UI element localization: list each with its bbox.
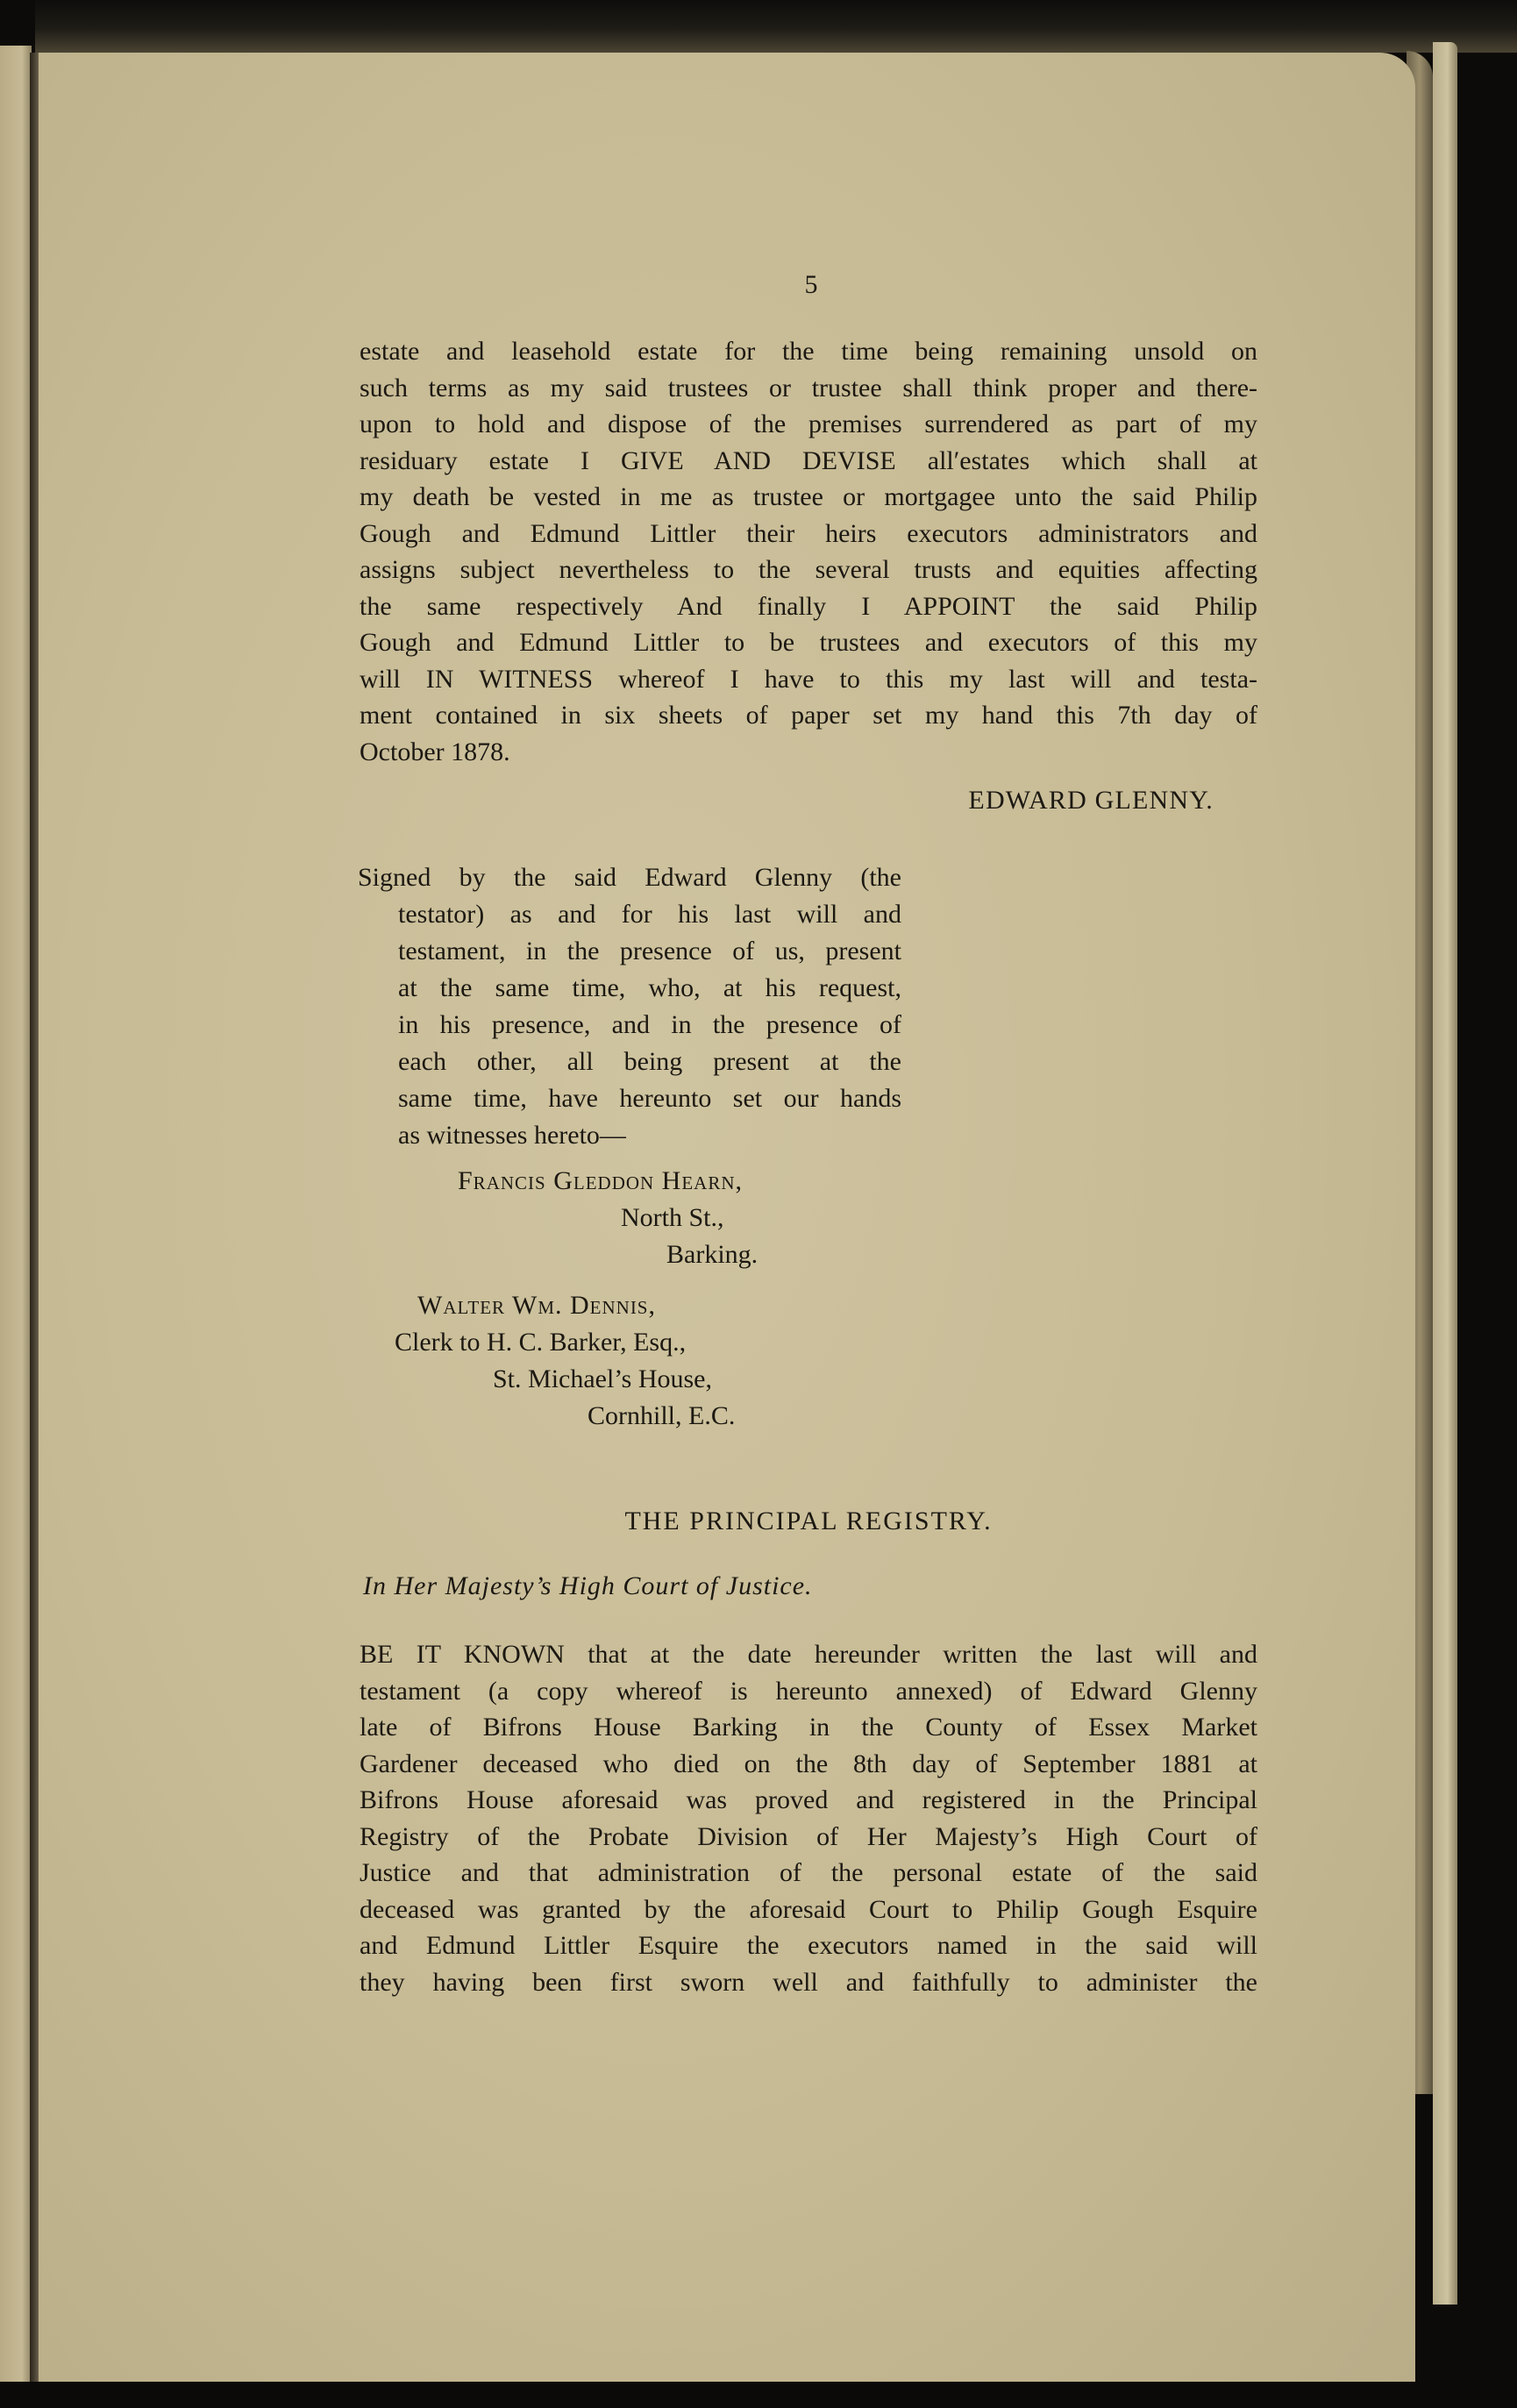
attestation-line: testator) as and for his last will and <box>398 900 901 929</box>
attestation-line: Signed by the said Edward Glenny (the <box>358 863 901 892</box>
will-line: October 1878. <box>360 737 510 766</box>
witness-2-name: Walter Wm. Dennis, <box>417 1291 656 1320</box>
will-line: such terms as my said trustees or trustee shall think proper and there- <box>360 373 1257 403</box>
attestation-line: same time, have hereunto set our hands <box>398 1084 901 1113</box>
probate-line: BE IT KNOWN that at the date hereunder written the last will and <box>360 1640 1257 1669</box>
witness-2-address-line: St. Michael’s House, <box>493 1364 712 1393</box>
page-number: 5 <box>804 270 818 299</box>
witness-1-address-line: Barking. <box>666 1240 758 1269</box>
witness-2-address-line: Clerk to H. C. Barker, Esq., <box>395 1328 687 1357</box>
will-line: my death be vested in me as trustee or mortgagee unto the said Philip <box>360 482 1257 511</box>
registry-subheading: In Her Majesty’s High Court of Justice. <box>363 1571 813 1600</box>
will-line: residuary estate I GIVE AND DEVISE all′estates which shall at <box>360 445 1257 475</box>
will-line: ment contained in six sheets of paper set my hand this 7th day of <box>360 701 1257 730</box>
witness-2-address-line: Cornhill, E.C. <box>588 1401 736 1430</box>
probate-line: deceased was granted by the aforesaid Court to Philip Gough Esquire <box>360 1894 1257 1924</box>
will-line: Gough and Edmund Littler to be trustees and executors of this my <box>360 628 1257 657</box>
attestation-line: as witnesses hereto— <box>398 1121 626 1150</box>
probate-line: late of Bifrons House Barking in the County of Essex Market <box>360 1713 1257 1742</box>
witness-1-name: Francis Gleddon Hearn, <box>458 1166 744 1195</box>
attestation-line: at the same time, who, at his request, <box>398 973 901 1002</box>
will-line: will IN WITNESS whereof I have to this my last will and testa- <box>360 664 1257 694</box>
will-line: the same respectively And finally I APPOINT the said Philip <box>360 591 1257 621</box>
testator-signature: EDWARD GLENNY. <box>968 786 1214 815</box>
registry-heading: THE PRINCIPAL REGISTRY. <box>624 1507 993 1535</box>
attestation-clause <box>358 859 901 1154</box>
witness-1-address-line: North St., <box>621 1203 724 1232</box>
probate-line: Justice and that administration of the personal estate of the said <box>360 1858 1257 1887</box>
will-line: Gough and Edmund Littler their heirs executors administrators and <box>360 518 1257 548</box>
probate-line: Registry of the Probate Division of Her Majesty’s High Court of <box>360 1821 1257 1851</box>
will-line: estate and leasehold estate for the time being remaining unsold on <box>360 337 1257 366</box>
probate-line: and Edmund Littler Esquire the executors named in the said will <box>360 1931 1257 1960</box>
probate-line: Gardener deceased who died on the 8th day of September 1881 at <box>360 1749 1257 1778</box>
will-line: assigns subject nevertheless to the several trusts and equities affecting <box>360 555 1257 584</box>
attestation-line: in his presence, and in the presence of <box>398 1010 901 1039</box>
probate-line: testament (a copy whereof is hereunto annexed) of Edward Glenny <box>360 1676 1257 1706</box>
attestation-line: testament, in the presence of us, present <box>398 937 901 965</box>
probate-text <box>360 1636 1257 2000</box>
will-text <box>360 333 1257 770</box>
probate-line: Bifrons House aforesaid was proved and registered in the Principal <box>360 1785 1257 1814</box>
will-line: upon to hold and dispose of the premises surrendered as part of my <box>360 410 1257 438</box>
attestation-line: each other, all being present at the <box>398 1047 901 1076</box>
probate-line: they having been first sworn well and faithfully to administer the <box>360 1967 1257 1997</box>
